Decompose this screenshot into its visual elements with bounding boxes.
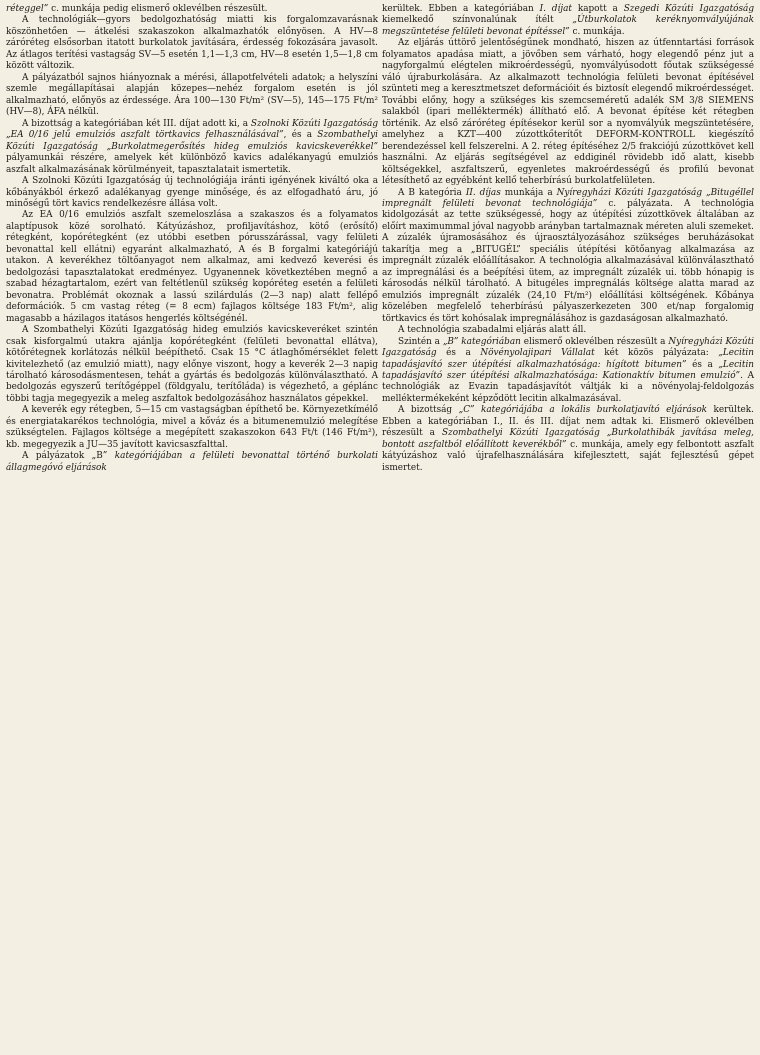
text-run: A bizottság a kategóriában két III. díjat adott ki, a [22, 118, 251, 129]
paragraph [6, 73, 378, 119]
text-run: A technológiák—gyors bedolgozhatóság miatti kis forgalomzavarásnak köszönhetően — átkelési szakaszokon alkalmazhatók előnyösen. A HV—8 záróréteg elsősorban itatott burkolatok javítására, érdesség fokozására javasolt. Az átlagos terítési vastagság SV—5 esetén 1,1—1,3 cm, HV—8 esetén 1,5—1,8 cm között változik. [6, 15, 378, 72]
text-run: Szintén a [398, 336, 443, 347]
text-run: A Szombathelyi Közúti Igazgatóság hideg emulziós kavicskeveréket szintén csak kisforgalmú utakra ajánlja kopórétegként (felületi bevonattal ellátva), kötőrétegnek korlátozás nélkül beépíthető. Csak 15 °C átlaghőmérséklet felett kivitelezhető (az emulzió miatt), nagy előnye viszont, hogy a keverék 2—3 napig tárolható károsodásmentesen, tehát a gyártás és bedolgozás különválasztható. A bedolgozás egyszerű terítőgéppel (földgyalu, terítőláda) is végezhető, a géplánc többi tagja megegyezik a meleg aszfaltok bedolgozásához használatos gépekkel. [6, 325, 378, 404]
paragraph [382, 188, 754, 326]
text-run: c. munkája pedig elismerő oklevélben részesült. [51, 4, 268, 14]
text-run: A Szolnoki Közúti Igazgatóság új technológiája iránti igényének kiváltó oka a kőbányákból érkező adalékanyag gyenge minősége, és az elfogadható áru, jó minőségű tört kavics rendelkezésre állása volt. [6, 176, 378, 209]
italic-run: I. díjat [539, 4, 572, 14]
italic-run: réteggel” [6, 4, 52, 14]
paragraph [6, 4, 378, 15]
italic-run: Szombathelyi Közúti Igazgatóság „Burkolathibák javítása meleg, bontott aszfaltból előállított keverékből” [382, 428, 755, 450]
text-run: kiemelkedő színvonalúnak ítélt [382, 15, 573, 26]
italic-run: Szombathelyi Közúti Igazgatóság „Burkolatmegerősítés hideg emulziós kavicskeverékkel” [6, 130, 378, 152]
text-run: A keverék egy rétegben, 5—15 cm vastagságban építhető be. Környezetkímélő és energiatakarékos technológia, mivel a kőváz és a bitumenemulzió melegítése szükségtelen. Fajlagos költsége a megépített szakaszokon 643 Ft/t (146 Ft/m²), kb. megegyezik a JU—35 javított kavicsaszfalttal. [6, 405, 378, 450]
paragraph [382, 405, 754, 474]
italic-run: Növényolajipari Vállalat [480, 348, 595, 359]
paragraph [382, 337, 754, 406]
italic-run: „Lecitin tapadásjavító szer útépítési alkalmazhatósága: hígított bitumen” [382, 348, 754, 370]
left-text-column [6, 4, 378, 1055]
text-run: A technológia szabadalmi eljárás alatt áll. [398, 325, 587, 336]
italic-run: „C” kategóriájába a lokális burkolatjavító eljárások [458, 405, 708, 416]
paragraph [6, 210, 378, 325]
text-run: és a [436, 348, 481, 359]
paragraph [6, 176, 378, 210]
italic-run: Nyíregyházi Közúti Igazgatóság „Bitugéllel impregnált felületi bevonat technológiája” [382, 187, 754, 209]
text-run: A pályázatok „B” [22, 451, 115, 462]
text-run: c. pályázata. A technológia kidolgozását az tette szükségessé, hogy az útépítési zúzottkövek általában az előírt maximummal jóval nagyobb arányban tartalmaznak méreten aluli szemeket. A zúzalék újramosásához és újraosztályozásához szükséges beruházásokat takarítja meg a „BITUGÉL” speciális útépítési kötőanyag alkalmazása az impregnált zúzalék előállításakor. A technológia alkalmazásával különválasztható az impregnálási és a beépítési ütem, az impregnált zúzalék ui. több hónapig is károsodás nélkül tárolható. A bitugéles impregnálás költsége alatta marad az emulziós impregnált zúzalék (24,10 Ft/m²) előállítási költségének. Kőbánya közelében megfelelő teherbírású pályaszerkezeten 300 et/nap forgalomig törtkavics és tört kohósalak impregnálásához is gazdaságosan alkalmazható. [382, 198, 754, 324]
italic-run: II. díjas [465, 187, 501, 198]
text-run: munkája a [500, 187, 557, 198]
text-run: kerültek. Ebben a kategóriában [382, 4, 540, 14]
text-run: A pályázatból sajnos hiányoznak a mérési, állapotfelvételi adatok; a helyszíni szemle megállapításai alapján közepes—nehéz forgalom esetén is jól alkalmazható, előnyös az érdessége. Ára 100—130 Ft/m² (SV—5), 145—175 Ft/m² (HV—8), ÁFA nélkül. [6, 72, 378, 118]
italic-run: „B” kategóriában [442, 336, 521, 347]
text-run: Az EA 0/16 emulziós aszfalt szemeloszlása a szakaszos és a folyamatos alaptípusok közé sorolható. Kátyúzáshoz, profiljavításhoz, kötő (erősítő) rétegként, kopórétegként (ez utóbbi esetben pórusszárással, vagy felületi bevonattal kell ellátni) egyaránt alkalmazható, A és B forgalmi kategóriájú utakon. A keverékhez töltőanyagot nem alkalmaz, ami kedvező keverési és bedolgozási tapasztalatokat eredményez. Ugyanennek következtében megnő a szabad hézagtartalom, ezért van feltétlenül szükség kopóréteg esetén a felületi bevonatra. Problémát okoznak a lassú szilárdulás (2—3 nap) alatt fellépő deformációk. 5 cm vastag réteg (= 8 ecm) fajlagos költsége 183 Ft/m², alig magasabb a házilagos itatásos hengerlés költségénél. [6, 210, 378, 324]
paragraph [6, 15, 378, 72]
text-run: , és a [283, 130, 318, 141]
text-run: Az eljárás úttörő jelentőségűnek mondható, hiszen az útfenntartási források folyamatos apadása miatt, a jövőben sem várható, hogy elegendő pénz jut a nagyforgalmú elégtelen mikroérdességű, nyomvályúsodott főutak szükségessé váló újraburkolására. Az alkalmazott technológia felületi bevonat építésével szünteti meg a keresztmetszet deformációit és biztosít elegendő mikroérdességet. További előny, hogy a szükséges kis szemcseméretű adalék SM 3/8 SIEMENS salakból (ipari melléktermék) állítható elő. A bevonat építése két rétegben történik. Az első záróréteg építésekor kerül sor a nyomvályúk megszüntetésére, amelyhez a KZT—400 zúzottkőterítőt DEFORM-KONTROLL kiegészítő berendezéssel kell felszerelni. A 2. réteg építéséhez 2/5 frakciójú zúzottkövet kell használni. Az eljárás segítségével az eddiginél rövidebb idő alatt, kisebb költségekkel, aszfaltszerű, egyenletes makroérdességű és profilú bevonat létesíthető az egyébként kellő teherbírású burkolatfelületen. [382, 38, 754, 187]
text-run: pályamunkái részére, amelyek két különböző kavics adalékanyagú emulziós aszfalt alkalmazásának körülményeit, tapasztalatait ismertetik. [6, 153, 378, 175]
paragraph [382, 38, 754, 187]
italic-run: „Útburkolatok keréknyomvályújának megszüntetése felületi bevonat építéssel” [382, 15, 754, 37]
right-text-column [382, 4, 754, 1055]
text-run: c. munkája, amely egy felbontott aszfalt kátyúzáshoz való újrafelhasználására kifejlesztett, saját fejlesztésű gépet ismertet. [382, 439, 754, 473]
text-run: A B kategória [398, 187, 466, 198]
text-run: kapott a [571, 4, 624, 14]
italic-run: Szegedi Közúti Igazgatóság [623, 4, 755, 14]
paragraph [382, 4, 754, 38]
text-run: c. munkája. [569, 26, 625, 37]
paragraph [382, 325, 754, 336]
paragraph [6, 119, 378, 176]
paragraph [6, 451, 378, 474]
italic-run: Szolnoki Közúti Igazgatóság „EA 0/16 jelű emulziós aszfalt törtkavics felhasználásával” [6, 118, 379, 141]
text-run: elismerő oklevélben részesült a [520, 336, 669, 347]
text-run: A bizottság [398, 405, 459, 416]
text-run: kerültek. Ebben a kategóriában I., II. és III. díjat nem adtak ki. Elismerő oklevélben részesült a [382, 405, 754, 439]
text-run: két közös pályázata: [594, 348, 719, 359]
paragraph [6, 325, 378, 405]
text-run: . A technológiák az Evazin tapadásjavítót váltják ki a növényolaj-feldolgozás melléktermékeként képződött lecitin alkalmazásával. [382, 371, 754, 404]
italic-run: kategóriájában a felületi bevonattal történő burkolati állagmegóvó eljárások [6, 451, 378, 473]
italic-run: „Lecitin tapadásjavító szer útépítési alkalmazhatósága: Kationaktív bitumen emulzió” [382, 359, 755, 381]
italic-run: Nyíregyházi Közúti Igazgatóság [382, 336, 755, 359]
paragraph [6, 405, 378, 451]
text-run: és a [686, 359, 719, 370]
